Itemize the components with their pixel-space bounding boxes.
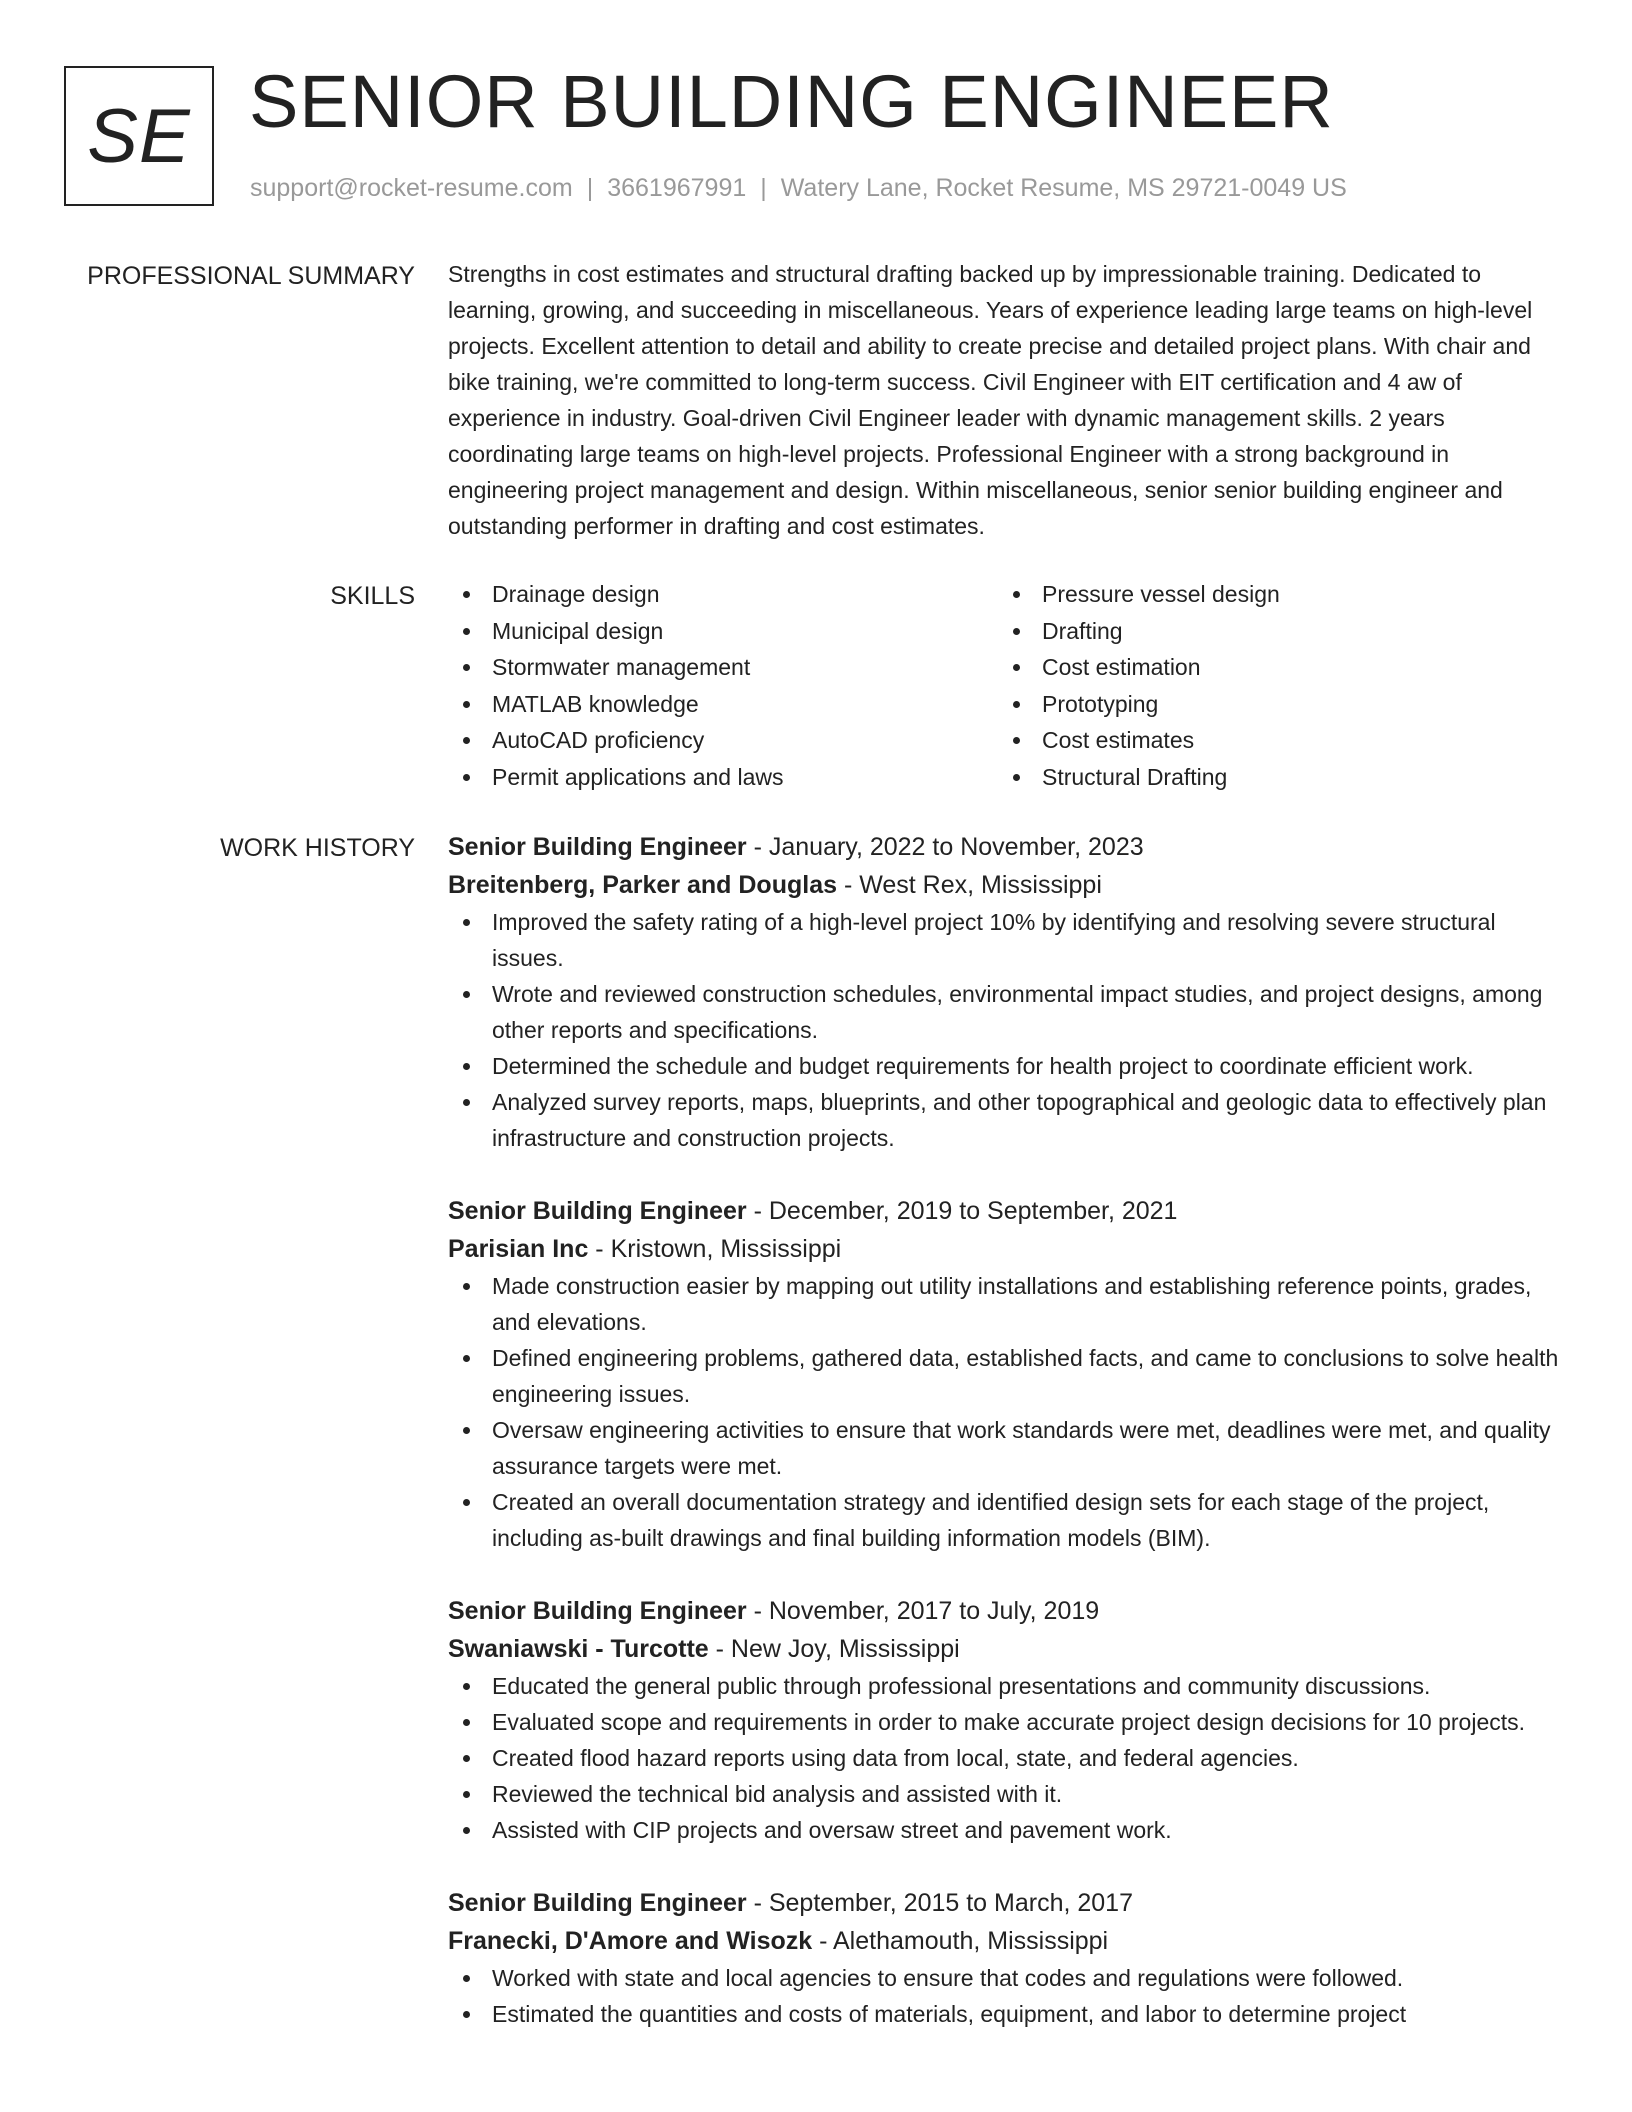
skills-body — [448, 576, 1570, 795]
job-company: Swaniawski - Turcotte — [448, 1635, 709, 1663]
job-entry — [448, 828, 1570, 1156]
skill-item: MATLAB knowledge — [448, 686, 998, 723]
job-entry — [448, 1884, 1570, 2032]
skill-item: Drainage design — [448, 576, 998, 613]
job-bullet: Determined the schedule and budget requirements for health project to coordinate efficient work. — [448, 1048, 1570, 1084]
job-role: Senior Building Engineer — [448, 833, 747, 861]
contact-line — [250, 174, 1347, 203]
job-bullet: Defined engineering problems, gathered data, established facts, and came to conclusions to solve health engineering issues. — [448, 1340, 1570, 1412]
job-company: Franecki, D'Amore and Wisozk — [448, 1927, 813, 1955]
job-title-line — [448, 1192, 1570, 1230]
job-role: Senior Building Engineer — [448, 1197, 747, 1225]
job-location: - West Rex, Mississippi — [837, 871, 1102, 899]
job-bullets — [448, 1268, 1570, 1556]
job-bullet: Improved the safety rating of a high-level project 10% by identifying and resolving severe structural issues. — [448, 904, 1570, 976]
job-bullet: Reviewed the technical bid analysis and assisted with it. — [448, 1776, 1570, 1812]
job-dates: - September, 2015 to March, 2017 — [746, 1889, 1133, 1917]
skills-column-right — [998, 576, 1548, 795]
work-body — [448, 828, 1570, 2068]
job-bullets — [448, 1960, 1570, 2032]
monogram-logo: SE — [64, 66, 214, 206]
skill-item: Structural Drafting — [998, 759, 1548, 796]
job-bullet: Created an overall documentation strategy and identified design sets for each stage of the project, including as-built drawings and final building information models (BIM). — [448, 1484, 1570, 1556]
skill-item: AutoCAD proficiency — [448, 722, 998, 759]
section-title-summary: PROFESSIONAL SUMMARY — [87, 262, 415, 290]
phone-number[interactable]: 3661967991 — [607, 174, 747, 202]
section-title-work: WORK HISTORY — [220, 834, 415, 862]
job-dates: - January, 2022 to November, 2023 — [746, 833, 1144, 861]
job-role: Senior Building Engineer — [448, 1889, 747, 1917]
job-dates: - December, 2019 to September, 2021 — [746, 1197, 1178, 1225]
skills-column-left — [448, 576, 998, 795]
job-bullet: Worked with state and local agencies to ensure that codes and regulations were followed. — [448, 1960, 1570, 1996]
job-bullet: Made construction easier by mapping out utility installations and establishing reference points, grades, and elevations. — [448, 1268, 1570, 1340]
job-role: Senior Building Engineer — [448, 1597, 747, 1625]
job-bullet: Evaluated scope and requirements in order to make accurate project design decisions for 10 projects. — [448, 1704, 1570, 1740]
resume-title: SENIOR BUILDING ENGINEER — [249, 60, 1334, 143]
skill-item: Stormwater management — [448, 649, 998, 686]
skill-item: Permit applications and laws — [448, 759, 998, 796]
job-location: - Alethamouth, Mississippi — [812, 1927, 1109, 1955]
job-company-line — [448, 1922, 1570, 1960]
job-bullet: Educated the general public through professional presentations and community discussions. — [448, 1668, 1570, 1704]
contact-separator: | — [586, 174, 594, 202]
job-bullet: Created flood hazard reports using data from local, state, and federal agencies. — [448, 1740, 1570, 1776]
job-bullets — [448, 904, 1570, 1156]
job-title-line — [448, 1592, 1570, 1630]
skill-item: Pressure vessel design — [998, 576, 1548, 613]
job-bullet: Estimated the quantities and costs of materials, equipment, and labor to determine project — [448, 1996, 1570, 2032]
job-bullet: Assisted with CIP projects and oversaw street and pavement work. — [448, 1812, 1570, 1848]
job-dates: - November, 2017 to July, 2019 — [746, 1597, 1100, 1625]
job-entry — [448, 1192, 1570, 1556]
address: Watery Lane, Rocket Resume, MS 29721-0049 US — [780, 174, 1347, 202]
contact-separator: | — [760, 174, 767, 202]
section-title-skills: SKILLS — [330, 582, 415, 610]
skill-item: Municipal design — [448, 613, 998, 650]
job-location: - New Joy, Mississippi — [708, 1635, 960, 1663]
job-location: - Kristown, Mississippi — [588, 1235, 842, 1263]
job-entry — [448, 1592, 1570, 1848]
job-title-line — [448, 828, 1570, 866]
skill-item: Cost estimates — [998, 722, 1548, 759]
job-title-line — [448, 1884, 1570, 1922]
skills-grid — [448, 576, 1570, 795]
job-company-line — [448, 1230, 1570, 1268]
job-bullets — [448, 1668, 1570, 1848]
skill-item: Prototyping — [998, 686, 1548, 723]
job-company: Breitenberg, Parker and Douglas — [448, 871, 838, 899]
email-link[interactable]: support@rocket-resume.com — [250, 174, 573, 202]
summary-body — [448, 262, 1570, 544]
job-company-line — [448, 1630, 1570, 1668]
job-company-line — [448, 866, 1570, 904]
skill-item: Cost estimation — [998, 649, 1548, 686]
summary-text: Strengths in cost estimates and structural drafting backed up by impressionable training. Dedicated to learning, growing, and succeeding in miscellaneous. Years of experience leading large teams on high-level projects. Excellent attention to detail and ability to create precise and detailed project plans. With chair and bike training, we're committed to long-term success. Civil Engineer with EIT certification and 4 aw of experience in industry. Goal-driven Civil Engineer leader with dynamic management skills. 2 years coordinating large teams on high-level projects. Professional Engineer with a strong background in engineering project management and design. Within miscellaneous, senior senior building engineer and outstanding performer in drafting and cost estimates. — [448, 261, 1533, 539]
job-bullet: Wrote and reviewed construction schedules, environmental impact studies, and project designs, among other reports and specifications. — [448, 976, 1570, 1048]
job-bullet: Oversaw engineering activities to ensure that work standards were met, deadlines were met, and quality assurance targets were met. — [448, 1412, 1570, 1484]
job-company: Parisian Inc — [448, 1235, 589, 1263]
skill-item: Drafting — [998, 613, 1548, 650]
job-bullet: Analyzed survey reports, maps, blueprints, and other topographical and geologic data to effectively plan infrastructure and construction projects. — [448, 1084, 1570, 1156]
